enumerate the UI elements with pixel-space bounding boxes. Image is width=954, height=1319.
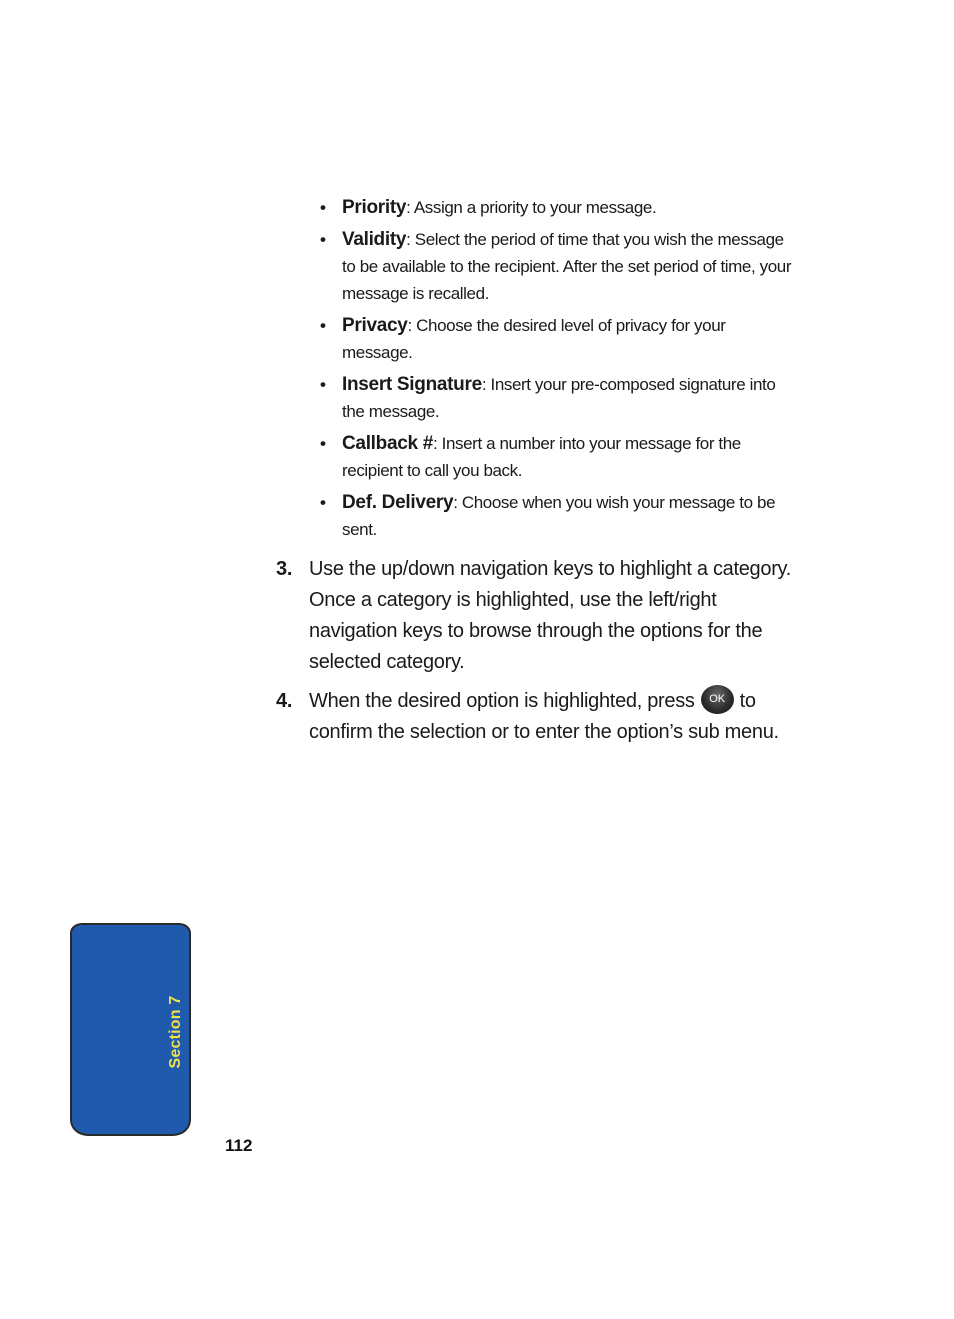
option-desc: : Choose when you wish your message to be sent. [342,493,776,539]
message-options-list [318,194,798,548]
option-validity [318,226,798,307]
option-privacy [318,312,798,366]
step-text-before: When the desired option is highlighted, press [309,690,695,712]
option-term: Priority [342,197,407,218]
step-text: Use the up/down navigation keys to highlight a category. Once a category is highlighted, use the left/right navigation keys to browse through the options for the selected category. [309,558,792,673]
option-desc: : Insert a number into your message for the recipient to call you back. [342,434,741,480]
option-term: Insert Signature [342,374,482,395]
option-insert-signature [318,371,798,425]
section-label: Section 7 [167,995,184,1069]
option-term: Privacy [342,315,408,336]
option-term: Validity [342,229,407,250]
option-callback [318,430,798,484]
step-number: 3. [276,558,293,580]
step-3 [276,554,806,678]
option-desc: : Select the period of time that you wish the message to be available to the recipient. After the set period of time, your message is recalled. [342,230,792,303]
page-number: 112 [225,1136,253,1155]
step-text [309,686,806,748]
option-term: Callback # [342,433,433,454]
bullet-icon: • [320,434,326,453]
ok-key-icon: OK [701,685,734,714]
step-text-after: to confirm the selection or to enter the option’s sub menu. [309,690,779,743]
option-term: Def. Delivery [342,492,454,513]
bullet-icon: • [320,230,326,249]
option-priority [318,194,798,221]
option-desc: : Insert your pre-composed signature into the message. [342,375,776,421]
option-desc: : Choose the desired level of privacy for your message. [342,316,726,362]
bullet-icon: • [320,375,326,394]
option-desc: : Assign a priority to your message. [406,198,657,217]
step-4 [276,686,806,748]
option-def-delivery [318,489,798,543]
step-number: 4. [276,690,293,712]
bullet-icon: • [320,198,326,217]
bullet-icon: • [320,493,326,512]
bullet-icon: • [320,316,326,335]
